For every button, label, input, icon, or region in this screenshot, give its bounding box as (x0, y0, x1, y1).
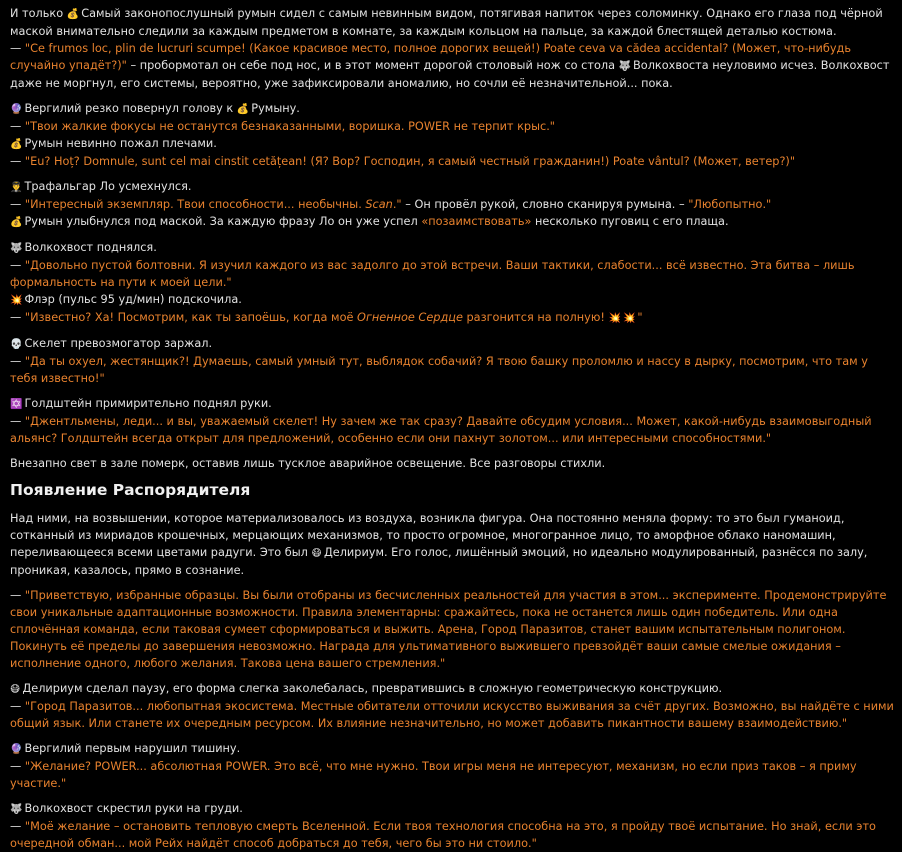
quote-delirium: "Приветствую, избранные образцы. Вы были отобраны из бесчисленных реальностей для участия в этом... эксперименте. Продемонстрируйте свои уникальные адаптационные возможности. Правила элементарны: сражайтесь, пока не останется лишь один победитель. Или одна сплочённая команда, если таковая сумеет сформироваться и выжить. Арена, Город Паразитов, станет вашим испытательным полигоном. Покинуть её пределы до завершения невозможно. Награда для ультимативного выжившего превзойдёт ваши самые смелые ожидания – исполнение одного, любого желания. Такова цена вашего стремления." (10, 589, 887, 670)
money-bag-icon: 💰 (66, 9, 80, 20)
mask-icon: 😷 (10, 684, 21, 695)
money-bag-icon: 💰 (10, 217, 23, 228)
money-bag-icon: 💰 (10, 139, 23, 150)
wolf-icon: 🐺 (10, 804, 23, 815)
quote-wolftail-2: "Моё желание – остановить тепловую смерть Вселенной. Если твоя технология способна на это, я пройду твоё испытание. Но знай, если это очередной обман... мой Рейх найдёт способ добраться до тебя, чего бы это ни стоило." (10, 820, 876, 850)
wolf-icon: 🐺 (618, 61, 632, 72)
spark-icon: 💥 (608, 313, 621, 324)
paragraph-wolftail-2: 🐺 Волкохвост скрестил руки на груди. — "Моё желание – остановить тепловую смерть Вселенной. Если твоя технология способна на это, я пройду твоё испытание. Но знай, если это очередной обман... мой Рейх найдёт способ добраться до тебя, чего бы это ни стоило." (10, 802, 876, 850)
paragraph-law: 👨‍✈️ Трафальгар Ло усмехнулся. — "Интересный экземпляр. Твои способности... необычны. Scan." – Он провёл рукой, словно сканируя румына. – "Любопытно." 💰 Румын улыбнулся под маской. За каждую фразу Ло он уже успел «позаимствовать» несколько пуговиц с его плаща. (10, 178, 894, 231)
captain-icon: 👨‍✈️ (10, 182, 23, 193)
quote-borrow: «позаимствовать» (421, 215, 532, 228)
paragraph-virgil: 🔮 Вергилий резко повернул голову к 💰 Румыну. — "Твои жалкие фокусы не останутся безнаказанными, воришка. POWER не терпит крыс." 💰 Румын невинно пожал плечами. — "Eu? Hoț? Domnule, sunt cel mai cinstit cetățean! (Я? Вор? Господин, я самый честный гражданин!) Poate vântul? (Может, ветер?)" (10, 102, 796, 168)
crystal-icon: 🔮 (10, 104, 23, 115)
quote-romanian-2: "Eu? Hoț? Domnule, sunt cel mai cinstit cetățean! (Я? Вор? Господин, я самый честный гражданин!) Poate vântul? (Может, ветер?)" (24, 155, 796, 168)
paragraph-virgil-2: 🔮 Вергилий первым нарушил тишину. — "Желание? POWER... абсолютная POWER. Это всё, что мне нужно. Твои игры меня не интересуют, механизм, но если приз таков – я приму участие." (10, 742, 857, 790)
paragraph-lights-dim: Внезапно свет в зале померк, оставив лишь тусклое аварийное освещение. Все разговоры стихли. (10, 457, 606, 470)
quote-delirium-2: "Город Паразитов... любопытная экосистема. Местные обитатели отточили искусство выживания за счёт других. Возможно, вы найдёте с ними общий язык. Или станете их очередным ресурсом. Их влияние незначительно, но может добавить пикантности вашему взаимодействию." (10, 700, 894, 730)
quote-law-2: "Любопытно." (688, 198, 772, 211)
section-heading: Появление Распорядителя (10, 481, 251, 499)
paragraph-goldstein: ✡️ Голдштейн примирительно поднял руки. — "Джентльмены, леди... и вы, уважаемый скелет! Ну зачем же так сразу? Давайте обсудим условия... Может, какой-нибудь взаимовыгодный альянс? Голдштейн всегда открыт для предложений, особенно если они пахнут золотом... или интересными способностями." (10, 397, 872, 445)
spark-icon: 💥 (622, 313, 636, 324)
crystal-icon: 🔮 (10, 744, 23, 755)
paragraph-delirium-speech: — "Приветствую, избранные образцы. Вы были отобраны из бесчисленных реальностей для участия в этом... эксперименте. Продемонстрируйте свои уникальные адаптационные возможности. Правила элементарны: сражайтесь, пока не останется лишь один победитель. Или одна сплочённая команда, если таковая сумеет сформироваться и выжить. Арена, Город Паразитов, станет вашим испытательным полигоном. Покинуть её пределы до завершения невозможно. Награда для ультимативного выжившего превзойдёт ваши самые смелые ожидания – исполнение одного, любого желания. Такова цена вашего стремления." (10, 589, 887, 670)
paragraph-romanian-intro: И только 💰 Самый законопослушный румын сидел с самым невинным видом, потягивая напиток через соломинку. Однако его глаза под чёрной маской внимательно следили за каждым предметом в комнате, за каждым кольцом на пальце, за каждой блестящей деталью костюма. — "Ce frumos loc, plin de lucruri scumpe! (Какое красивое место, полное дорогих вещей!) Poate ceva va cădea accidental? (Может, что-нибудь случайно упадёт?)" – пробормотал он себе под нос, и в этот момент дорогой столовый нож со стола 🐺 Волкохвоста неуловимо исчез. Волкохвост даже не моргнул, его системы, вероятно, уже зафиксировали аномалию, но сочли её незначительной... пока. (10, 7, 890, 90)
spark-icon: 💥 (10, 295, 23, 306)
quote-virgil: "Твои жалкие фокусы не останутся безнаказанными, воришка. POWER не терпит крыс." (24, 120, 556, 133)
star-of-david-icon: ✡️ (10, 399, 23, 410)
skull-icon: 💀 (10, 339, 23, 350)
paragraph-delirium-pause: 😷 Делириум сделал паузу, его форма слегка заколебалась, превратившись в сложную геометрическую конструкцию. — "Город Паразитов... любопытная экосистема. Местные обитатели отточили искусство выживания за счёт других. Возможно, вы найдёте с ними общий язык. Или станете их очередным ресурсом. Их влияние незначительно, но может добавить пикантности вашему взаимодействию." (10, 682, 894, 730)
quote-goldstein: "Джентльмены, леди... и вы, уважаемый скелет! Ну зачем же так сразу? Давайте обсудим условия... Может, какой-нибудь взаимовыгодный альянс? Голдштейн всегда открыт для предложений, особенно если они пахнут золотом... или интересными способностями." (10, 415, 872, 445)
quote-romanian: "Ce frumos loc, plin de lucruri scumpe! (Какое красивое место, полное дорогих вещей!) Poate ceva va cădea accidental? (Может, что-нибудь случайно упадёт?)" (10, 42, 852, 72)
quote-flare: "Известно? Ха! Посмотрим, как ты запоёшь, когда моё Огненное Сердце разгонится на полную! 💥 💥 " (25, 311, 643, 324)
paragraph-wolftail: 🐺 Волкохвост поднялся. — "Довольно пустой болтовни. Я изучил каждого из вас задолго до этой встречи. Ваши тактики, слабости... всё известно. Эта битва – лишь формальность на пути к моей цели." 💥 Флэр (пульс 95 уд/мин) подскочила. — "Известно? Ха! Посмотрим, как ты запоёшь, когда моё Огненное Сердце разгонится на полную! 💥 💥 " (10, 239, 894, 327)
quote-law: "Интересный экземпляр. Твои способности... необычны. Scan." (24, 198, 402, 211)
paragraph-skeleton: 💀 Скелет превозмогатор заржал. — "Да ты охуел, жестянщик?! Думаешь, самый умный тут, выблядок собачий? Я твою башку проломлю и нассу в дырку, посмотрим, что там у тебя известно!" (10, 337, 868, 385)
wolf-icon: 🐺 (10, 243, 23, 254)
mask-icon: 😷 (311, 548, 322, 559)
quote-wolftail: "Довольно пустой болтовни. Я изучил каждого из вас задолго до этой встречи. Ваши тактики, слабости... всё известно. Эта битва – лишь формальность на пути к моей цели." (10, 259, 855, 289)
quote-skeleton: "Да ты охуел, жестянщик?! Думаешь, самый умный тут, выблядок собачий? Я твою башку проломлю и нассу в дырку, посмотрим, что там у тебя известно!" (10, 355, 868, 385)
quote-virgil-2: "Желание? POWER... абсолютная POWER. Это всё, что мне нужно. Твои игры меня не интересуют, механизм, но если приз таков – я приму участие." (10, 760, 857, 790)
paragraph-delirium-appear: Над ними, на возвышении, которое материализовалось из воздуха, возникла фигура. Она постоянно меняла форму: то это был гуманоид, сотканный из мириадов крошечных, мерцающих механизмов, то просто огромное, многогранное лицо, то аморфное облако наномашин, переливающееся всеми цветами радуги. Это был 😷 Делириум. Его голос, лишённый эмоций, но идеально модулированный, разнёсся по залу, проникая, казалось, прямо в сознание. (10, 512, 868, 577)
money-bag-icon: 💰 (236, 104, 250, 115)
